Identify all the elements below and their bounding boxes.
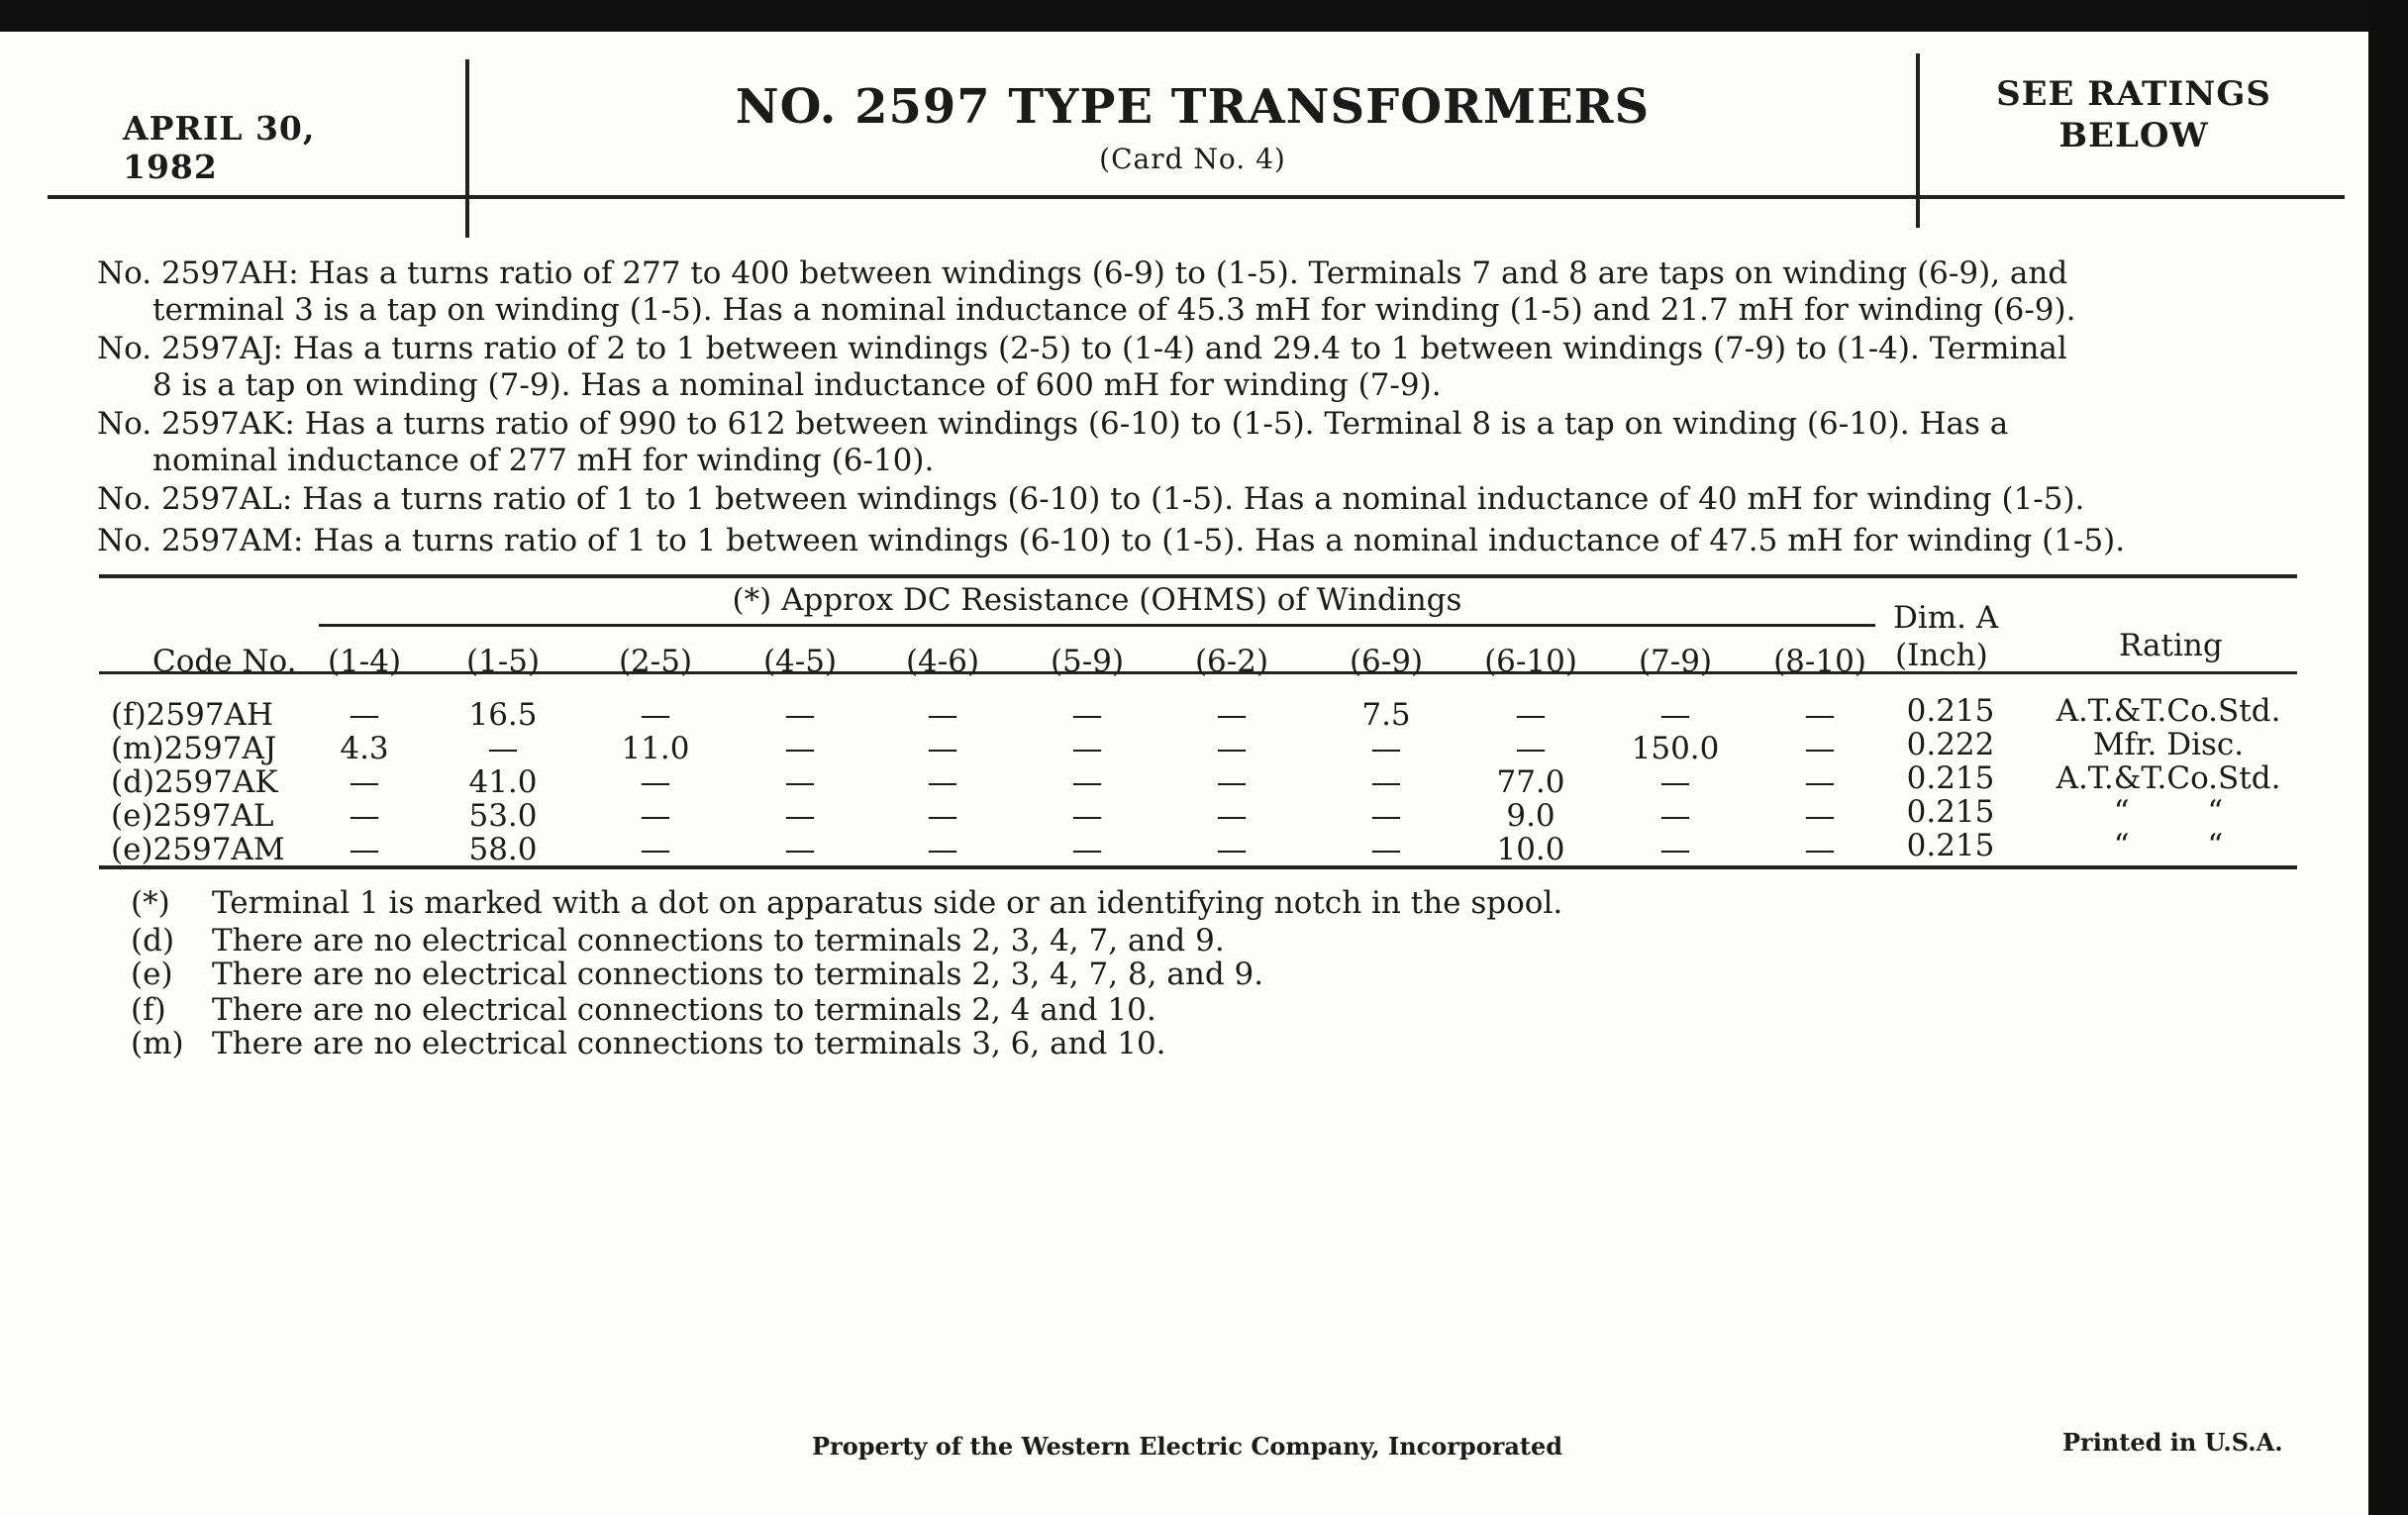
resistance-cell: — bbox=[1370, 832, 1402, 867]
header-divider-right bbox=[1916, 53, 1920, 228]
dim-a-unit-header: (Inch) bbox=[1895, 638, 1988, 673]
resistance-cell: — bbox=[349, 798, 380, 834]
resistance-cell: — bbox=[1370, 798, 1402, 834]
resistance-cell: 10.0 bbox=[1496, 832, 1565, 867]
resistance-cell: — bbox=[640, 798, 671, 834]
resistance-cell: — bbox=[784, 798, 816, 834]
header-rule bbox=[48, 195, 2345, 199]
winding-header: (6-2) bbox=[1194, 644, 1269, 679]
resistance-cell: — bbox=[1804, 731, 1836, 766]
footnote bbox=[131, 885, 1562, 921]
dim-a-header: Dim. A bbox=[1893, 600, 1999, 636]
footnote bbox=[131, 923, 1225, 959]
footnote-text: There are no electrical connections to terminals 3, 6, and 10. bbox=[212, 1026, 1166, 1061]
resistance-cell: — bbox=[1071, 697, 1103, 733]
resistance-cell: — bbox=[1804, 832, 1836, 867]
resistance-cell: — bbox=[1216, 832, 1248, 867]
resistance-cell: 9.0 bbox=[1506, 798, 1555, 834]
resistance-cell: — bbox=[1804, 798, 1836, 834]
resistance-cell: 41.0 bbox=[468, 764, 538, 800]
code-no-header: Code No. bbox=[152, 644, 297, 679]
resistance-cell: — bbox=[927, 731, 958, 766]
dim-a-cell: 0.215 bbox=[1906, 794, 1995, 830]
description-line: No. 2597AJ: Has a turns ratio of 2 to 1 between windings (2-5) to (1-4) and 29.4 to 1 between windings (7-9) to (1-4). Terminal bbox=[97, 331, 2067, 366]
rating-cell: A.T.&T.Co.Std. bbox=[2056, 760, 2281, 796]
description-line: terminal 3 is a tap on winding (1-5). Has a nominal inductance of 45.3 mH for winding (1-5) and 21.7 mH for winding (6-9). bbox=[152, 292, 2076, 328]
ratings-note-line1: SEE RATINGS bbox=[1996, 74, 2271, 114]
winding-header: (8-10) bbox=[1773, 644, 1866, 679]
resistance-cell: — bbox=[640, 832, 671, 867]
code-number-cell: (d)2597AK bbox=[111, 764, 278, 800]
resistance-cell: — bbox=[784, 764, 816, 800]
rating-cell: A.T.&T.Co.Std. bbox=[2056, 693, 2281, 729]
card-number: (Card No. 4) bbox=[1099, 143, 1286, 175]
rating-cell: “ “ bbox=[2113, 794, 2224, 830]
property-notice: Property of the Western Electric Company, Incorporated bbox=[812, 1432, 1563, 1461]
scan-right-edge bbox=[2368, 0, 2408, 1515]
footnote-marker: (f) bbox=[131, 992, 166, 1028]
group-header-rule bbox=[319, 624, 1875, 627]
code-number-cell: (e)2597AL bbox=[111, 798, 274, 834]
resistance-group-header: (*) Approx DC Resistance (OHMS) of Windings bbox=[732, 582, 1462, 618]
ratings-note-line2: BELOW bbox=[2058, 116, 2209, 155]
resistance-cell: — bbox=[1659, 832, 1691, 867]
resistance-cell: — bbox=[349, 764, 380, 800]
dim-a-cell: 0.222 bbox=[1906, 727, 1995, 762]
footnote bbox=[131, 992, 1156, 1028]
resistance-cell: — bbox=[1071, 832, 1103, 867]
resistance-cell: — bbox=[927, 798, 958, 834]
resistance-cell: — bbox=[1216, 798, 1248, 834]
winding-header: (4-6) bbox=[905, 644, 980, 679]
resistance-cell: 4.3 bbox=[340, 731, 389, 766]
ratings-note bbox=[1926, 73, 2342, 156]
resistance-cell: — bbox=[1071, 731, 1103, 766]
resistance-cell: — bbox=[1071, 764, 1103, 800]
winding-header: (4-5) bbox=[762, 644, 838, 679]
resistance-cell: — bbox=[1216, 731, 1248, 766]
footnote-text: There are no electrical connections to terminals 2, 3, 4, 7, and 9. bbox=[212, 923, 1225, 959]
resistance-cell: — bbox=[1515, 731, 1547, 766]
spec-card bbox=[0, 32, 2368, 1515]
resistance-cell: — bbox=[640, 697, 671, 733]
resistance-cell: — bbox=[784, 731, 816, 766]
description-line: No. 2597AH: Has a turns ratio of 277 to 400 between windings (6-9) to (1-5). Terminals 7 and 8 are taps on winding (6-9), and bbox=[97, 255, 2068, 291]
footnote bbox=[131, 957, 1263, 992]
resistance-cell: 77.0 bbox=[1496, 764, 1565, 800]
resistance-cell: — bbox=[1216, 764, 1248, 800]
table-top-rule bbox=[99, 574, 2297, 578]
resistance-cell: 53.0 bbox=[468, 798, 538, 834]
resistance-cell: 58.0 bbox=[468, 832, 538, 867]
resistance-cell: 16.5 bbox=[468, 697, 538, 733]
description-line: No. 2597AL: Has a turns ratio of 1 to 1 between windings (6-10) to (1-5). Has a nominal inductance of 40 mH for winding (1-5). bbox=[97, 481, 2085, 517]
page-title: NO. 2597 TYPE TRANSFORMERS bbox=[735, 79, 1651, 135]
resistance-cell: 150.0 bbox=[1631, 731, 1720, 766]
rating-cell: Mfr. Disc. bbox=[2092, 727, 2245, 762]
winding-header: (1-5) bbox=[465, 644, 541, 679]
resistance-cell: — bbox=[1216, 697, 1248, 733]
footnote-text: There are no electrical connections to terminals 2, 3, 4, 7, 8, and 9. bbox=[212, 957, 1264, 992]
footnote-marker: (d) bbox=[131, 923, 175, 959]
resistance-cell: — bbox=[349, 697, 380, 733]
code-number-cell: (f)2597AH bbox=[111, 697, 273, 733]
resistance-cell: — bbox=[784, 832, 816, 867]
resistance-cell: 7.5 bbox=[1361, 697, 1411, 733]
code-number-cell: (m)2597AJ bbox=[111, 731, 277, 766]
description-line: nominal inductance of 277 mH for winding (6-10). bbox=[152, 443, 935, 478]
description-2597al bbox=[97, 481, 2295, 518]
winding-header: (1-4) bbox=[327, 644, 402, 679]
description-line: 8 is a tap on winding (7-9). Has a nominal inductance of 600 mH for winding (7-9). bbox=[152, 367, 1442, 403]
footnote-marker: (*) bbox=[131, 885, 170, 921]
dim-a-cell: 0.215 bbox=[1906, 760, 1995, 796]
winding-header: (7-9) bbox=[1638, 644, 1713, 679]
description-2597am bbox=[97, 523, 2295, 559]
rating-cell: “ “ bbox=[2113, 828, 2224, 863]
winding-header: (6-9) bbox=[1349, 644, 1424, 679]
resistance-cell: — bbox=[1659, 697, 1691, 733]
description-line: No. 2597AM: Has a turns ratio of 1 to 1 between windings (6-10) to (1-5). Has a nominal inductance of 47.5 mH for winding (1-5). bbox=[97, 523, 2126, 558]
resistance-cell: — bbox=[1659, 764, 1691, 800]
footnote-text: There are no electrical connections to terminals 2, 4 and 10. bbox=[212, 992, 1156, 1028]
scan-top-edge bbox=[0, 0, 2408, 32]
rating-header: Rating bbox=[2119, 628, 2223, 663]
dim-a-cell: 0.215 bbox=[1906, 828, 1995, 863]
footnote-marker: (m) bbox=[131, 1026, 184, 1061]
dim-a-cell: 0.215 bbox=[1906, 693, 1995, 729]
description-2597ah bbox=[97, 255, 2295, 329]
resistance-cell: — bbox=[1659, 798, 1691, 834]
description-2597ak bbox=[97, 406, 2295, 479]
winding-header: (6-10) bbox=[1484, 644, 1577, 679]
resistance-cell: — bbox=[784, 697, 816, 733]
resistance-cell: — bbox=[1804, 697, 1836, 733]
resistance-cell: — bbox=[927, 764, 958, 800]
printed-in-notice: Printed in U.S.A. bbox=[2062, 1428, 2283, 1457]
card-date: APRIL 30, 1982 bbox=[123, 109, 316, 186]
resistance-cell: — bbox=[1515, 697, 1547, 733]
resistance-cell: — bbox=[927, 697, 958, 733]
resistance-cell: 11.0 bbox=[621, 731, 690, 766]
resistance-cell: — bbox=[1370, 731, 1402, 766]
resistance-cell: — bbox=[1370, 764, 1402, 800]
resistance-cell: — bbox=[349, 832, 380, 867]
resistance-cell: — bbox=[487, 731, 519, 766]
resistance-cell: — bbox=[1071, 798, 1103, 834]
description-2597aj bbox=[97, 331, 2295, 404]
resistance-cell: — bbox=[1804, 764, 1836, 800]
description-line: No. 2597AK: Has a turns ratio of 990 to 612 between windings (6-10) to (1-5). Terminal 8 is a tap on winding (6-10). Has a bbox=[97, 406, 2009, 442]
winding-header: (5-9) bbox=[1050, 644, 1125, 679]
footnote-marker: (e) bbox=[131, 957, 173, 992]
footnote-text: Terminal 1 is marked with a dot on apparatus side or an identifying notch in the spool. bbox=[212, 885, 1563, 921]
resistance-cell: — bbox=[640, 764, 671, 800]
footnote bbox=[131, 1026, 1166, 1061]
code-number-cell: (e)2597AM bbox=[111, 832, 285, 867]
resistance-cell: — bbox=[927, 832, 958, 867]
winding-header: (2-5) bbox=[618, 644, 693, 679]
